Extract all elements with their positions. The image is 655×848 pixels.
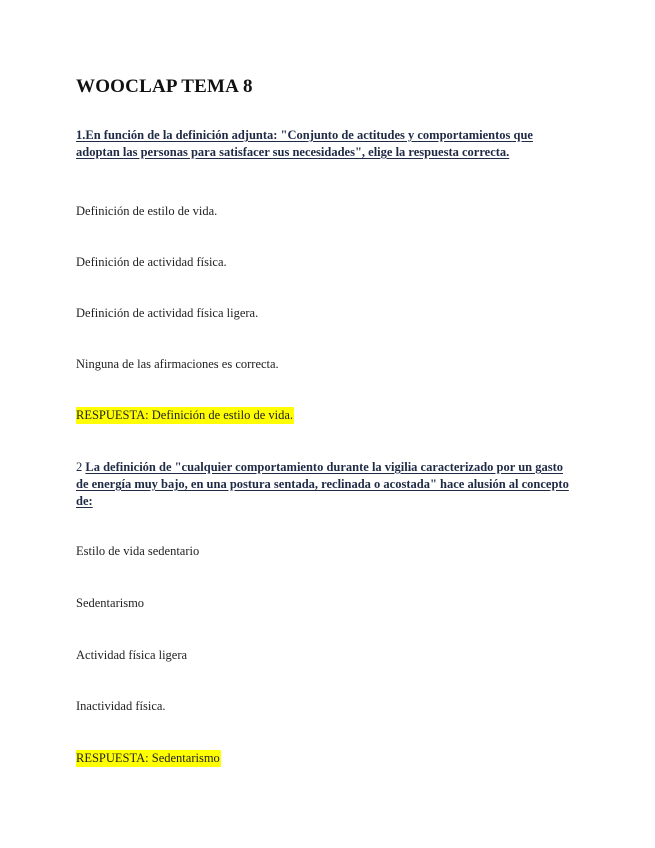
question-1-option-d: Ninguna de las afirmaciones es correcta. [76,357,279,371]
question-2 [76,459,576,510]
question-1-option-c: Definición de actividad física ligera. [76,306,259,320]
document-title: WOOCLAP TEMA 8 [76,76,253,97]
question-1-option-b: Definición de actividad física. [76,255,227,269]
question-1-option-a: Definición de estilo de vida. [76,204,218,218]
question-1-answer [76,407,294,423]
question-2-option-a: Estilo de vida sedentario [76,544,200,558]
question-2-answer-highlight: RESPUESTA: Sedentarismo [76,751,220,765]
question-2-option-c: Actividad física ligera [76,648,188,662]
question-2-option-b: Sedentarismo [76,596,145,610]
question-2-option-d: Inactividad física. [76,699,166,713]
question-1-text: En función de la definición adjunta: "Conjunto de actitudes y comportamientos que adoptan las personas para satisfacer sus necesidades", elige la respuesta correcta. [76,128,533,159]
question-2-answer [76,750,221,766]
question-1-answer-highlight: RESPUESTA: Definición de estilo de vida. [76,408,294,422]
question-1 [76,127,576,161]
question-2-number: 2 [76,460,86,474]
question-1-number: 1. [76,128,86,142]
question-2-text: La definición de "cualquier comportamiento durante la vigilia caracterizado por un gasto de energía muy bajo, en una postura sentada, reclinada o acostada" hace alusión al concepto de: [76,460,569,508]
